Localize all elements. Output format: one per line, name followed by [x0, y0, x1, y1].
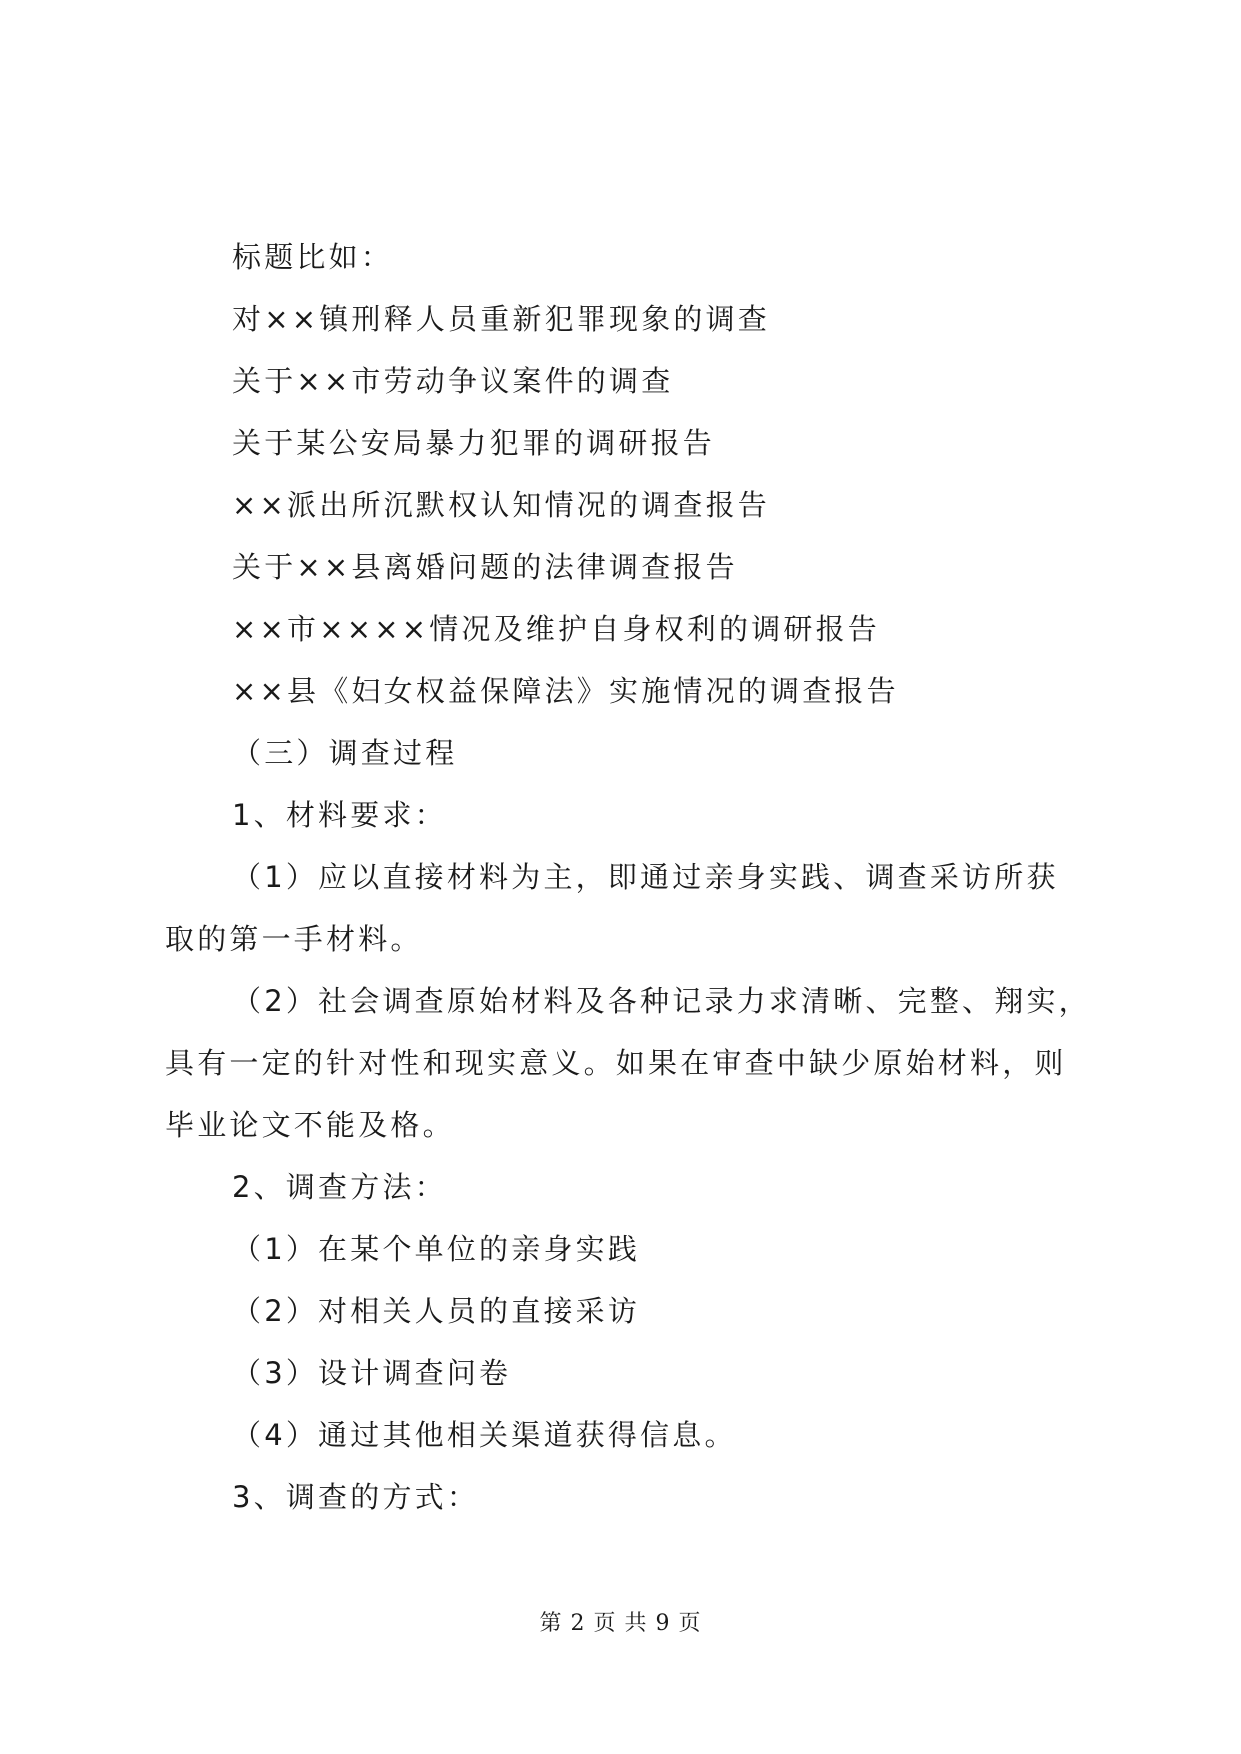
- section-heading-investigation-process: （三）调查过程: [232, 736, 458, 770]
- paragraph-1-line-2: 取的第一手材料。: [165, 922, 423, 956]
- method-item-1: （1）在某个单位的亲身实践: [232, 1232, 641, 1266]
- text-line-example-6: ××市××××情况及维护自身权利的调研报告: [232, 612, 880, 646]
- method-item-2: （2）对相关人员的直接采访: [232, 1294, 641, 1328]
- paragraph-2-line-3: 毕业论文不能及格。: [165, 1108, 455, 1142]
- text-line-example-2: 关于××市劳动争议案件的调查: [232, 364, 674, 398]
- subheading-investigation-methods: 2、调查方法：: [232, 1170, 447, 1204]
- paragraph-1-line-1: （1）应以直接材料为主，即通过亲身实践、调查采访所获: [232, 860, 1059, 894]
- text-line-example-3: 关于某公安局暴力犯罪的调研报告: [232, 426, 716, 460]
- text-line-example-1: 对××镇刑释人员重新犯罪现象的调查: [232, 302, 770, 336]
- method-item-4: （4）通过其他相关渠道获得信息。: [232, 1418, 737, 1452]
- text-line-example-5: 关于××县离婚问题的法律调查报告: [232, 550, 738, 584]
- paragraph-2-line-2: 具有一定的针对性和现实意义。如果在审查中缺少原始材料，则: [165, 1046, 1067, 1080]
- text-line-example-4: ××派出所沉默权认知情况的调查报告: [232, 488, 770, 522]
- subheading-investigation-modes: 3、调查的方式：: [232, 1480, 480, 1514]
- paragraph-2-line-1: （2）社会调查原始材料及各种记录力求清晰、完整、翔实，: [232, 984, 1091, 1018]
- text-line-title-examples: 标题比如：: [232, 240, 394, 274]
- subheading-material-requirements: 1、材料要求：: [232, 798, 447, 832]
- method-item-3: （3）设计调查问卷: [232, 1356, 512, 1390]
- page-number-footer: 第 2 页 共 9 页: [539, 1611, 702, 1636]
- text-line-example-7: ××县《妇女权益保障法》实施情况的调查报告: [232, 674, 899, 708]
